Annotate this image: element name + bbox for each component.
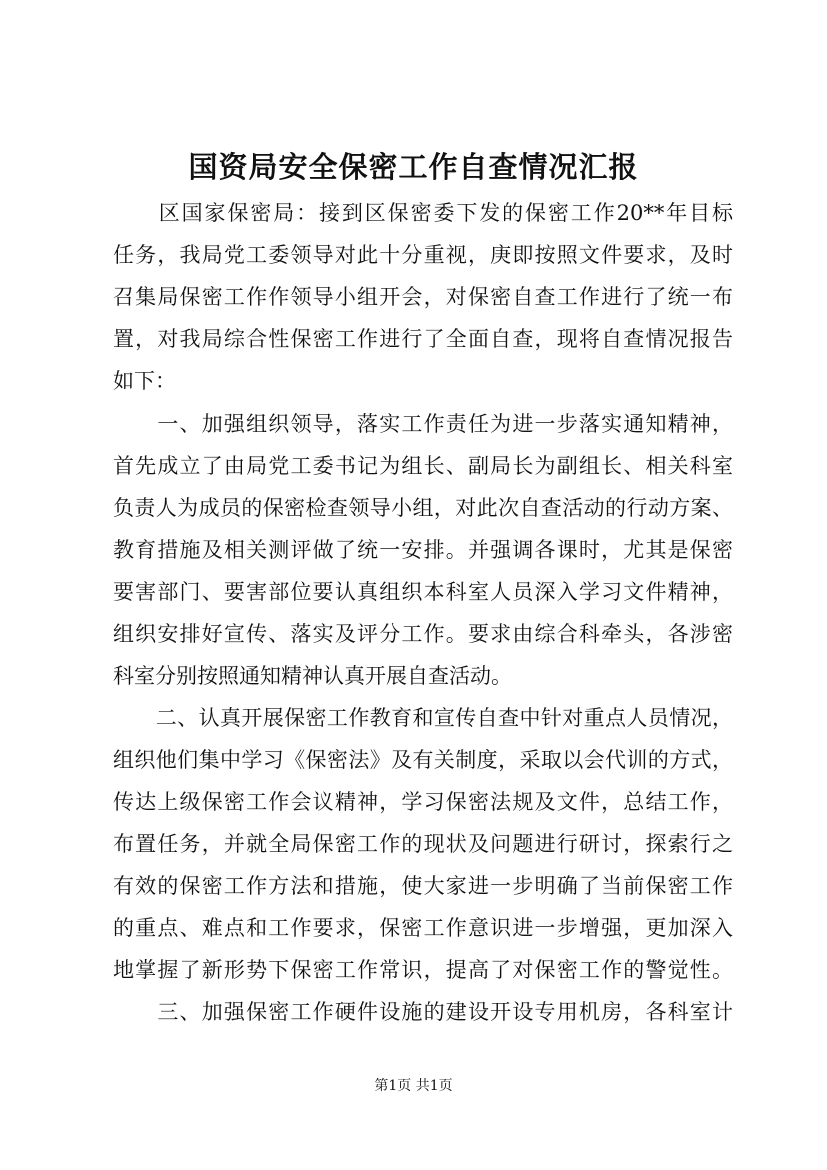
body-line: 三、加强保密工作硬件设施的建设开设专用机房，各科室计 <box>113 1000 733 1024</box>
body-line: 区国家保密局：接到区保密委下发的保密工作20**年目标 <box>113 201 733 225</box>
body-line: 的重点、难点和工作要求，保密工作意识进一步增强，更加深入 <box>113 916 733 940</box>
body-line: 组织安排好宣传、落实及评分工作。要求由综合科牵头，各涉密 <box>113 622 733 646</box>
page-number-footer: 第1页 共1页 <box>374 1078 453 1094</box>
body-line: 负责人为成员的保密检查领导小组，对此次自查活动的行动方案、 <box>113 496 733 520</box>
body-line: 任务，我局党工委领导对此十分重视，庚即按照文件要求，及时 <box>113 243 733 267</box>
body-line: 科室分别按照通知精神认真开展自查活动。 <box>113 664 512 688</box>
body-line: 召集局保密工作作领导小组开会，对保密自查工作进行了统一布 <box>113 285 733 309</box>
body-line: 首先成立了由局党工委书记为组长、副局长为副组长、相关科室 <box>113 454 733 478</box>
document-title: 国资局安全保密工作自查情况汇报 <box>188 150 639 184</box>
body-line: 教育措施及相关测评做了统一安排。并强调各课时，尤其是保密 <box>113 538 733 562</box>
body-line: 一、加强组织领导，落实工作责任为进一步落实通知精神， <box>113 412 733 436</box>
body-line: 要害部门、要害部位要认真组织本科室人员深入学习文件精神， <box>113 580 733 604</box>
body-line: 有效的保密工作方法和措施，使大家进一步明确了当前保密工作 <box>113 874 733 898</box>
body-line: 布置任务，并就全局保密工作的现状及问题进行研讨，探索行之 <box>113 832 733 856</box>
body-line: 置，对我局综合性保密工作进行了全面自查，现将自查情况报告 <box>113 327 733 351</box>
body-line: 组织他们集中学习《保密法》及有关制度，采取以会代训的方式， <box>113 748 733 772</box>
body-line: 传达上级保密工作会议精神，学习保密法规及文件，总结工作， <box>113 790 733 814</box>
body-line: 如下： <box>113 369 176 393</box>
body-line: 地掌握了新形势下保密工作常识，提高了对保密工作的警觉性。 <box>113 958 733 982</box>
body-line: 二、认真开展保密工作教育和宣传自查中针对重点人员情况， <box>113 706 733 730</box>
